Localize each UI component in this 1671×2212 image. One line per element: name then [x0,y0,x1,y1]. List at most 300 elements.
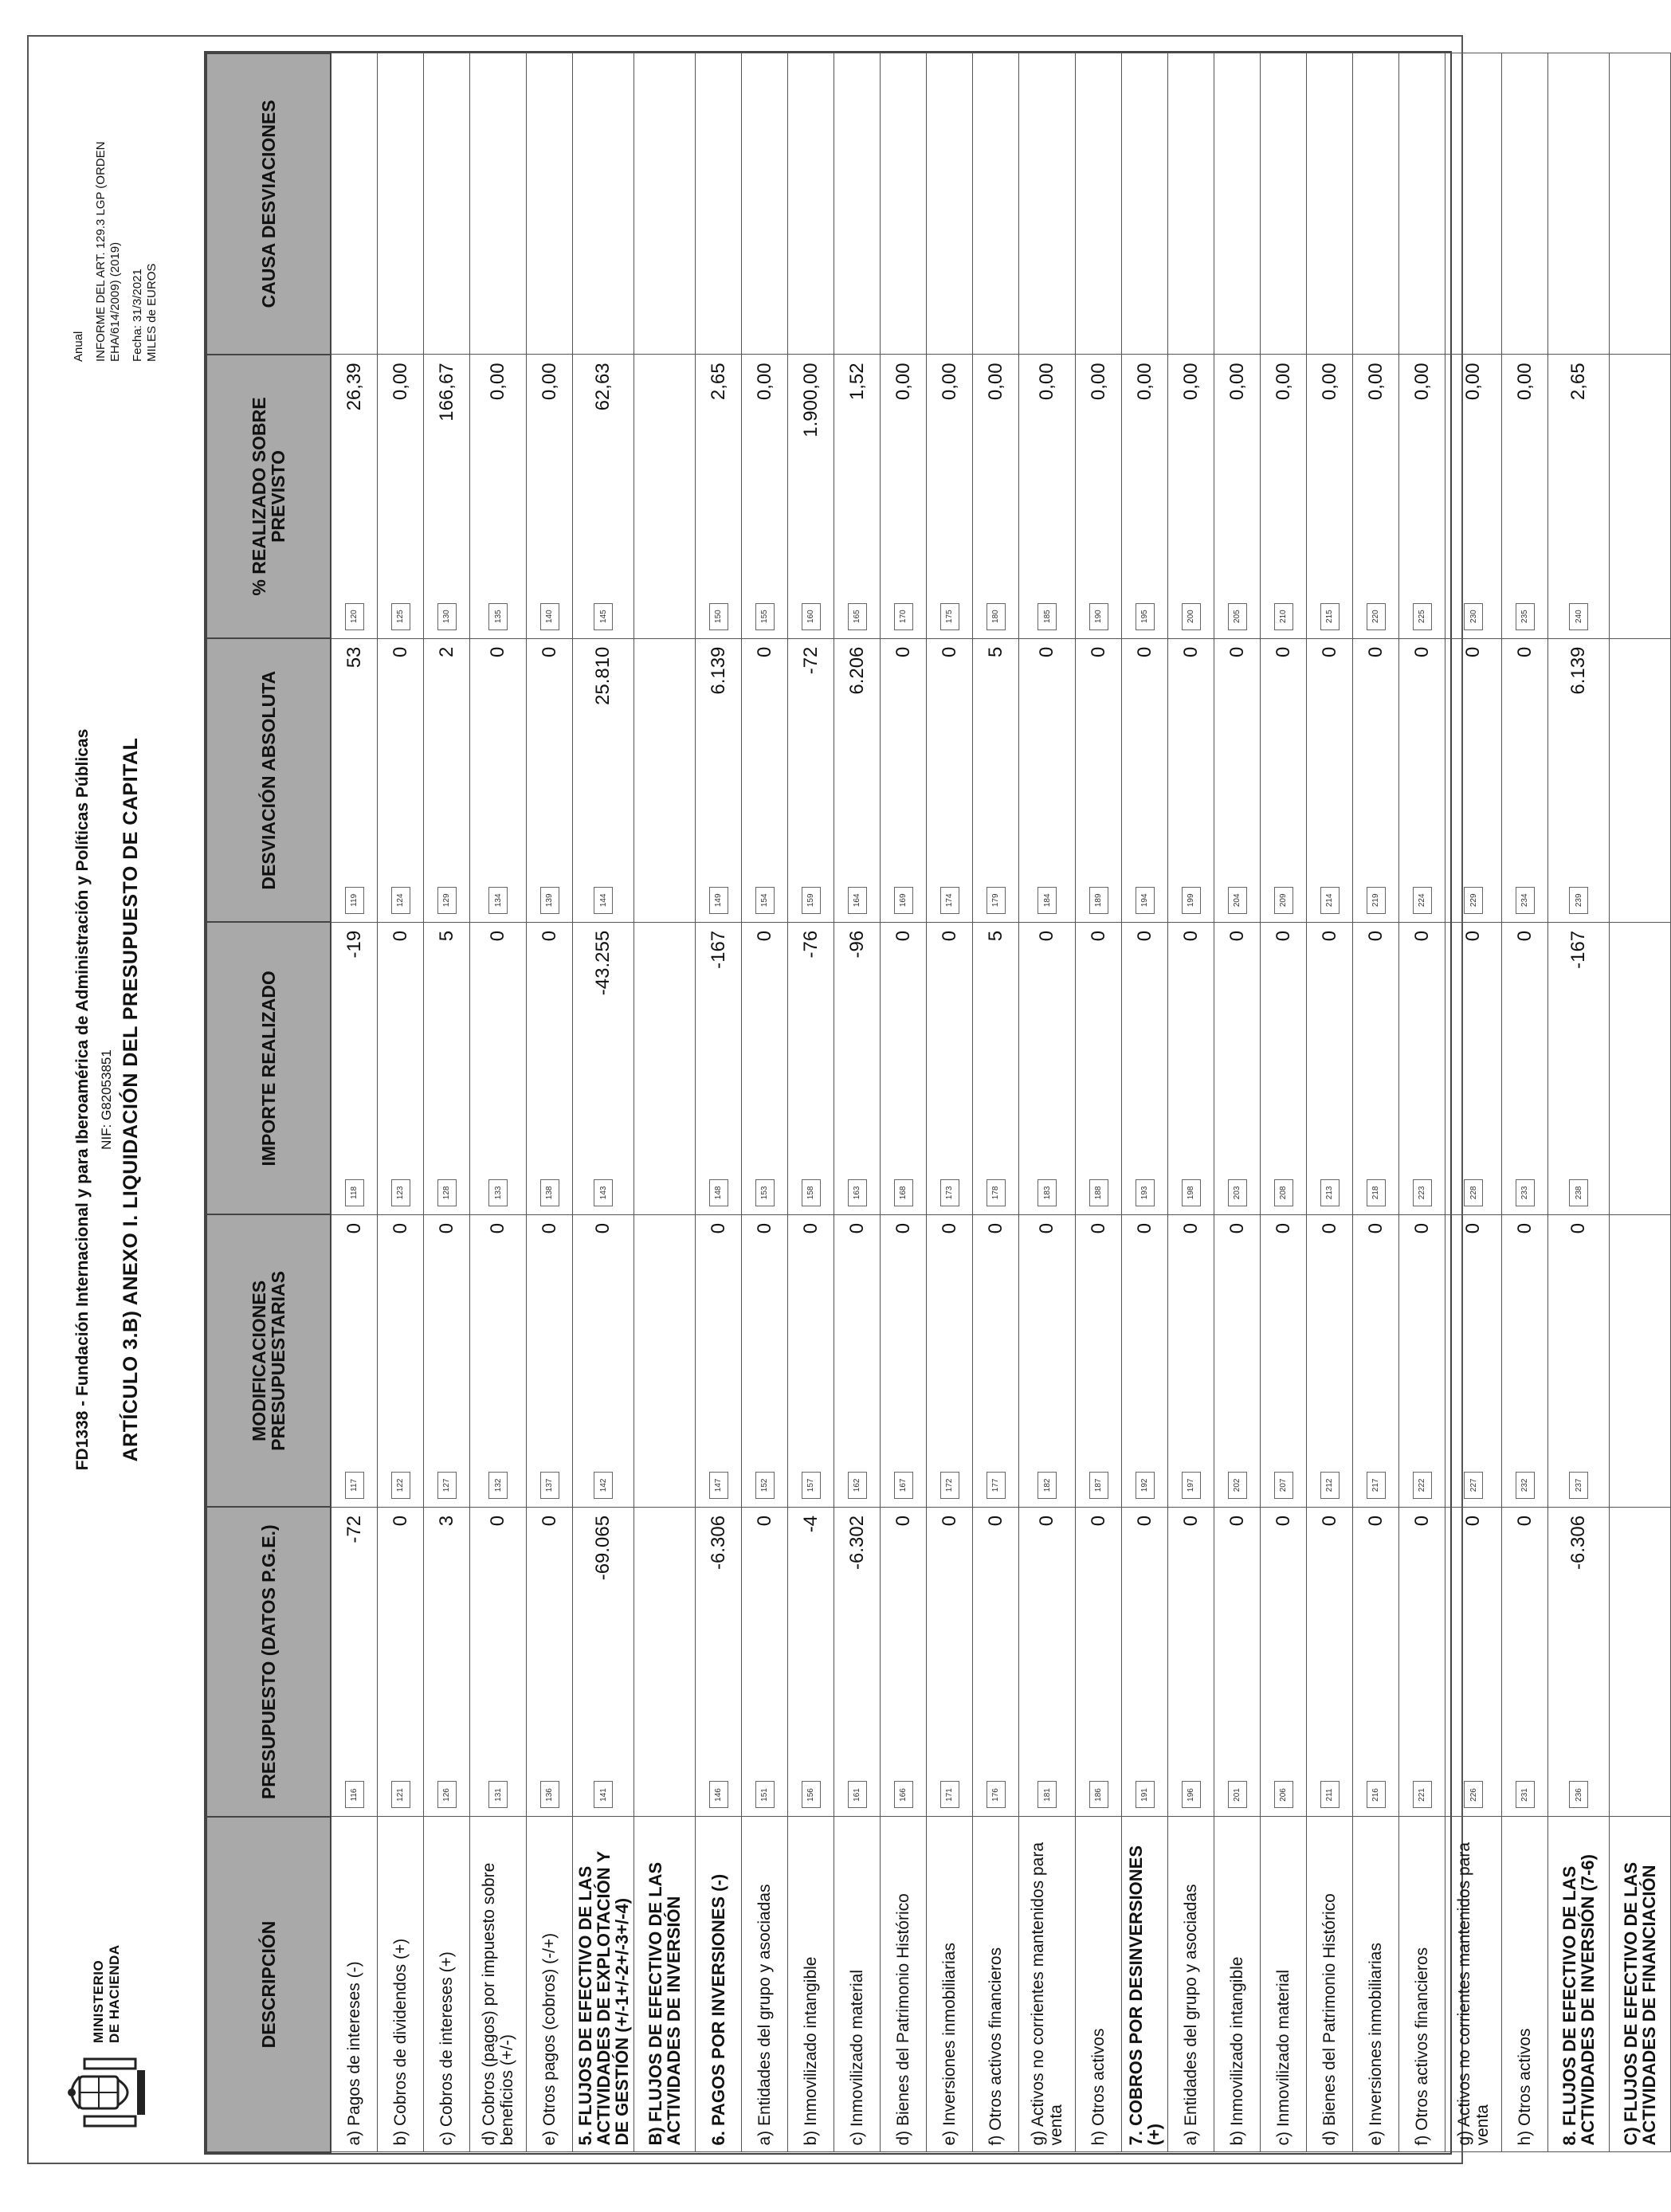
value-cell [1168,355,1214,638]
cell-value: 0 [1462,646,1484,657]
field-code-box: 195 [1136,603,1155,630]
cell-value: 0 [487,1515,508,1527]
field-code-box: 151 [755,1782,775,1809]
cell-value: -4 [799,1515,822,1533]
field-code-box: 155 [755,603,775,630]
value-cell [1019,638,1076,922]
table-row [1353,53,1399,2152]
value-cell [788,638,834,922]
value-cell [696,922,742,1214]
value-cell [834,1214,881,1507]
value-cell [834,355,881,638]
cell-value: 0,00 [487,363,508,401]
field-code-box: 217 [1367,1472,1386,1499]
cell-value: 0 [1462,1222,1484,1234]
value-cell [1399,922,1445,1214]
table-row [1261,53,1307,2152]
value-cell [331,1214,378,1507]
row-description: b) Inmovilizado intangible [788,1817,834,2152]
table-row [1168,53,1214,2152]
value-cell [378,922,424,1214]
value-cell [1399,1507,1445,1817]
field-code-box: 158 [802,1179,821,1206]
table-row [527,53,573,2152]
cell-value: 0 [1513,930,1536,942]
causa-cell [881,53,927,355]
cell-value: 0,00 [538,363,560,401]
cell-value: 0 [389,646,411,657]
causa-cell [1502,53,1548,355]
field-code-box: 216 [1367,1782,1386,1809]
field-code-box: 220 [1367,603,1386,630]
field-code-box: 152 [755,1472,775,1499]
cell-value: 0 [487,930,508,942]
value-cell [1502,922,1548,1214]
causa-cell [1122,53,1168,355]
field-code-box: 177 [987,1472,1006,1499]
value-cell [742,355,788,638]
field-code-box: 218 [1367,1179,1386,1206]
empty-cell [1610,1214,1671,1507]
causa-cell [696,53,742,355]
table-row [973,53,1019,2152]
field-code-box: 202 [1228,1472,1247,1499]
table-row [1445,53,1502,2152]
field-code-box: 225 [1413,603,1432,630]
field-code-box: 116 [345,1782,364,1809]
cell-value: 1,52 [845,363,868,401]
empty-cell [634,1507,696,1817]
cell-value: 166,67 [435,363,457,422]
field-code-box: 162 [848,1472,867,1499]
cell-value: 0 [1462,930,1484,942]
causa-cell [573,53,634,355]
value-cell [424,922,470,1214]
field-code-box: 156 [802,1782,821,1809]
field-code-box: 237 [1569,1472,1588,1499]
col-header-modificaciones: MODIFICACIONES PRESUPUESTARIAS [206,1214,331,1507]
cell-value: 0 [1226,1515,1248,1527]
field-code-box: 175 [940,603,959,630]
value-cell [470,1507,527,1817]
table-row [1610,53,1671,2152]
value-cell [331,638,378,922]
field-code-box: 169 [894,887,913,914]
value-cell [834,638,881,922]
table-row [470,53,527,2152]
cell-value: 0 [435,1222,457,1234]
causa-cell [742,53,788,355]
table-row [1307,53,1353,2152]
cell-value: 0 [1410,930,1433,942]
value-cell [1168,638,1214,922]
empty-cell [634,355,696,638]
table-row [424,53,470,2152]
cell-value: 0 [938,930,960,942]
value-cell [788,355,834,638]
cell-value: 0 [1318,646,1340,657]
cell-value: 0 [1513,1515,1536,1527]
field-code-box: 209 [1274,887,1293,914]
value-cell [1307,638,1353,922]
field-code-box: 148 [709,1179,728,1206]
table-row [696,53,742,2152]
value-cell [1307,355,1353,638]
cell-value: 0,00 [1364,363,1387,401]
field-code-box: 122 [391,1472,410,1499]
value-cell [1548,1507,1610,1817]
empty-cell [1610,922,1671,1214]
field-code-box: 130 [437,603,457,630]
table [206,53,1671,2153]
cell-value: 0 [1036,646,1057,657]
causa-cell [1307,53,1353,355]
value-cell [1445,638,1502,922]
cell-value: 6.206 [845,646,868,695]
cell-value: 0 [389,930,411,942]
cell-value: 0 [538,930,560,942]
field-code-box: 197 [1182,1472,1201,1499]
empty-cell [634,922,696,1214]
cell-value: 0 [1226,930,1248,942]
cell-value: 0 [1087,930,1109,942]
cell-value: 0 [1410,1222,1433,1234]
value-cell [742,1507,788,1817]
field-code-box: 161 [848,1782,867,1809]
field-code-box: 178 [987,1179,1006,1206]
field-code-box: 191 [1136,1782,1155,1809]
cell-value: 0 [1364,646,1387,657]
cell-value: 62,63 [592,363,614,411]
field-code-box: 123 [391,1179,410,1206]
cell-value: 0 [389,1222,411,1234]
cell-value: 0,00 [1133,363,1155,401]
field-code-box: 185 [1038,603,1057,630]
field-code-box: 138 [540,1179,559,1206]
field-code-box: 188 [1089,1179,1108,1206]
row-description: g) Activos no corrientes mantenidos para venta [1019,1817,1076,2152]
field-code-box: 180 [987,603,1006,630]
cell-value: 0 [753,1222,775,1234]
causa-cell [1610,53,1671,355]
field-code-box: 235 [1516,603,1535,630]
row-description: b) Inmovilizado intangible [1214,1817,1261,2152]
value-cell [527,355,573,638]
field-code-box: 135 [488,603,508,630]
value-cell [1261,1507,1307,1817]
field-code-box: 125 [391,603,410,630]
value-cell [470,638,527,922]
value-cell [696,638,742,922]
cell-value: 0,00 [892,363,914,401]
value-cell [1261,922,1307,1214]
value-cell [1168,1214,1214,1507]
field-code-box: 193 [1136,1179,1155,1206]
table-row [1502,53,1548,2152]
value-cell [927,1507,973,1817]
cell-value: 0 [1036,1222,1057,1234]
cell-value: 0 [892,646,914,657]
field-code-box: 239 [1569,887,1588,914]
meta-periodicity: Anual [72,331,85,362]
table-row [1076,53,1122,2152]
value-cell [788,1507,834,1817]
value-cell [1122,355,1168,638]
value-cell [1445,1507,1502,1817]
causa-cell [470,53,527,355]
cell-value: 0 [984,1222,1006,1234]
value-cell [788,922,834,1214]
value-cell [331,355,378,638]
causa-cell [1445,53,1502,355]
report-meta [72,99,159,362]
value-cell [788,1214,834,1507]
field-code-box: 228 [1464,1179,1483,1206]
field-code-box: 184 [1038,887,1057,914]
cell-value: 0 [1272,1222,1294,1234]
value-cell [1122,1214,1168,1507]
value-cell [1019,355,1076,638]
table-row [1214,53,1261,2152]
cell-value: 0 [343,1222,365,1234]
field-code-box: 214 [1320,887,1340,914]
cell-value: 0 [1179,1515,1202,1527]
table-row [742,53,788,2152]
cell-value: 0 [1364,1515,1387,1527]
row-description: c) Cobros de intereses (+) [424,1817,470,2152]
value-cell [1122,638,1168,922]
cell-value: 0 [487,1222,508,1234]
cell-value: 0,00 [1272,363,1294,401]
value-cell [1214,638,1261,922]
field-code-box: 143 [594,1179,613,1206]
nif-label: NIF: G82053851 [99,1049,114,1150]
field-code-box: 219 [1367,887,1386,914]
cell-value: 0,00 [1036,363,1057,401]
field-code-box: 186 [1089,1782,1108,1809]
cell-value: 0 [1513,646,1536,657]
causa-cell [1214,53,1261,355]
field-code-box: 176 [987,1782,1006,1809]
field-code-box: 190 [1089,603,1108,630]
cell-value: -69.065 [592,1515,614,1581]
row-description: h) Otros activos [1076,1817,1122,2152]
value-cell [696,355,742,638]
cell-value: 6.139 [1567,646,1589,695]
cell-value: 0 [538,1222,560,1234]
value-cell [378,1507,424,1817]
field-code-box: 159 [802,887,821,914]
value-cell [696,1214,742,1507]
row-description: a) Entidades del grupo y asociadas [1168,1817,1214,2152]
field-code-box: 136 [540,1782,559,1809]
causa-cell [378,53,424,355]
field-code-box: 140 [540,603,559,630]
cell-value: 0 [1272,930,1294,942]
field-code-box: 234 [1516,887,1535,914]
causa-cell [788,53,834,355]
value-cell [1261,638,1307,922]
cell-value: 0 [892,930,914,942]
field-code-box: 128 [437,1179,457,1206]
value-cell [742,922,788,1214]
value-cell [424,355,470,638]
cell-value: 0 [753,930,775,942]
cell-value: -96 [845,930,868,959]
field-code-box: 119 [345,887,364,914]
value-cell [1445,922,1502,1214]
value-cell [1076,1507,1122,1817]
value-cell [834,922,881,1214]
cell-value: 2 [435,646,457,657]
value-cell [1019,922,1076,1214]
cell-value: -6.302 [845,1515,868,1570]
value-cell [881,922,927,1214]
value-cell [1307,1507,1353,1817]
entity-title: FD1338 - Fundación Internacional y para Iberoamérica de Administración y Políticas Públicas [73,728,92,1471]
value-cell [527,922,573,1214]
col-header-presupuesto: PRESUPUESTO (DATOS P.G.E.) [206,1507,331,1817]
value-cell [927,638,973,922]
cell-value: 0 [938,1222,960,1234]
value-cell [1353,638,1399,922]
field-code-box: 187 [1089,1472,1108,1499]
field-code-box: 203 [1228,1179,1247,1206]
cell-value: 5 [984,930,1006,942]
value-cell [973,922,1019,1214]
cell-value: 0 [1567,1222,1589,1234]
cell-value: 53 [343,646,365,669]
field-code-box: 129 [437,887,457,914]
cell-value: 0,00 [984,363,1006,401]
cell-value: 0 [1087,646,1109,657]
cell-value: 0 [1364,1222,1387,1234]
cell-value: 0 [938,646,960,657]
field-code-box: 201 [1228,1782,1247,1809]
table-header-row [206,53,331,2152]
empty-cell [1610,355,1671,638]
causa-cell [1019,53,1076,355]
field-code-box: 211 [1320,1782,1340,1809]
causa-cell [973,53,1019,355]
cell-value: 0 [984,1515,1006,1527]
table-row [881,53,927,2152]
value-cell [1261,355,1307,638]
value-cell [1019,1214,1076,1507]
field-code-box: 230 [1464,603,1483,630]
cell-value: -43.255 [592,930,614,996]
cell-value: -6.306 [707,1515,729,1570]
cell-value: 25.810 [592,646,614,705]
field-code-box: 146 [709,1782,728,1809]
field-code-box: 171 [940,1782,959,1809]
field-code-box: 204 [1228,887,1247,914]
empty-cell [634,1214,696,1507]
cell-value: 0 [1226,1222,1248,1234]
field-code-box: 164 [848,887,867,914]
cell-value: 0,00 [753,363,775,401]
capital-budget-table [204,51,1659,2155]
field-code-box: 179 [987,887,1006,914]
value-cell [1307,922,1353,1214]
value-cell [1214,1214,1261,1507]
cell-value: 0,00 [1087,363,1109,401]
cell-value: 0 [1133,1222,1155,1234]
cell-value: 0 [1087,1515,1109,1527]
value-cell [1399,355,1445,638]
value-cell [573,638,634,922]
value-cell [696,1507,742,1817]
col-header-causa: CAUSA DESVIACIONES [206,53,331,355]
field-code-box: 132 [488,1472,508,1499]
value-cell [881,1214,927,1507]
cell-value: 5 [435,930,457,942]
field-code-box: 229 [1464,887,1483,914]
field-code-box: 182 [1038,1472,1057,1499]
value-cell [1076,922,1122,1214]
cell-value: 0 [1318,1222,1340,1234]
field-code-box: 208 [1274,1179,1293,1206]
value-cell [573,922,634,1214]
field-code-box: 215 [1320,603,1340,630]
value-cell [527,1214,573,1507]
value-cell [1502,355,1548,638]
causa-cell [634,53,696,355]
table-row [573,53,634,2152]
row-description: g) Activos no corrientes mantenidos para venta [1445,1817,1502,2152]
value-cell [378,355,424,638]
cell-value: 0 [938,1515,960,1527]
value-cell [424,1214,470,1507]
value-cell [1168,922,1214,1214]
cell-value: -76 [799,930,822,959]
cell-value: 1.900,00 [799,363,822,437]
cell-value: 0 [1410,646,1433,657]
table-row [834,53,881,2152]
field-code-box: 137 [540,1472,559,1499]
empty-cell [1610,1507,1671,1817]
field-code-box: 227 [1464,1472,1483,1499]
value-cell [470,922,527,1214]
row-description: C) FLUJOS DE EFECTIVO DE LAS ACTIVIDADES DE FINANCIACIÓN [1610,1817,1671,2152]
field-code-box: 198 [1182,1179,1201,1206]
cell-value: 0 [1272,646,1294,657]
field-code-box: 124 [391,887,410,914]
cell-value: -167 [1567,930,1589,969]
value-cell [1261,1214,1307,1507]
table-row [1399,53,1445,2152]
row-description: c) Inmovilizado material [1261,1817,1307,2152]
table-row [378,53,424,2152]
row-description: c) Inmovilizado material [834,1817,881,2152]
cell-value: 0 [1133,1515,1155,1527]
causa-cell [331,53,378,355]
row-description: 5. FLUJOS DE EFECTIVO DE LAS ACTIVIDADES DE EXPLOTACIÓN Y DE GESTIÓN (+/-1+/-2+/-3+/-4) [573,1817,634,2152]
causa-cell [834,53,881,355]
field-code-box: 231 [1516,1782,1535,1809]
value-cell [378,1214,424,1507]
cell-value: 0 [487,646,508,657]
value-cell [1353,1214,1399,1507]
causa-cell [1168,53,1214,355]
cell-value: 0 [1179,930,1202,942]
field-code-box: 120 [345,603,364,630]
cell-value: 5 [984,646,1006,657]
causa-cell [1353,53,1399,355]
value-cell [424,638,470,922]
row-description: f) Otros activos financieros [973,1817,1019,2152]
field-code-box: 147 [709,1472,728,1499]
